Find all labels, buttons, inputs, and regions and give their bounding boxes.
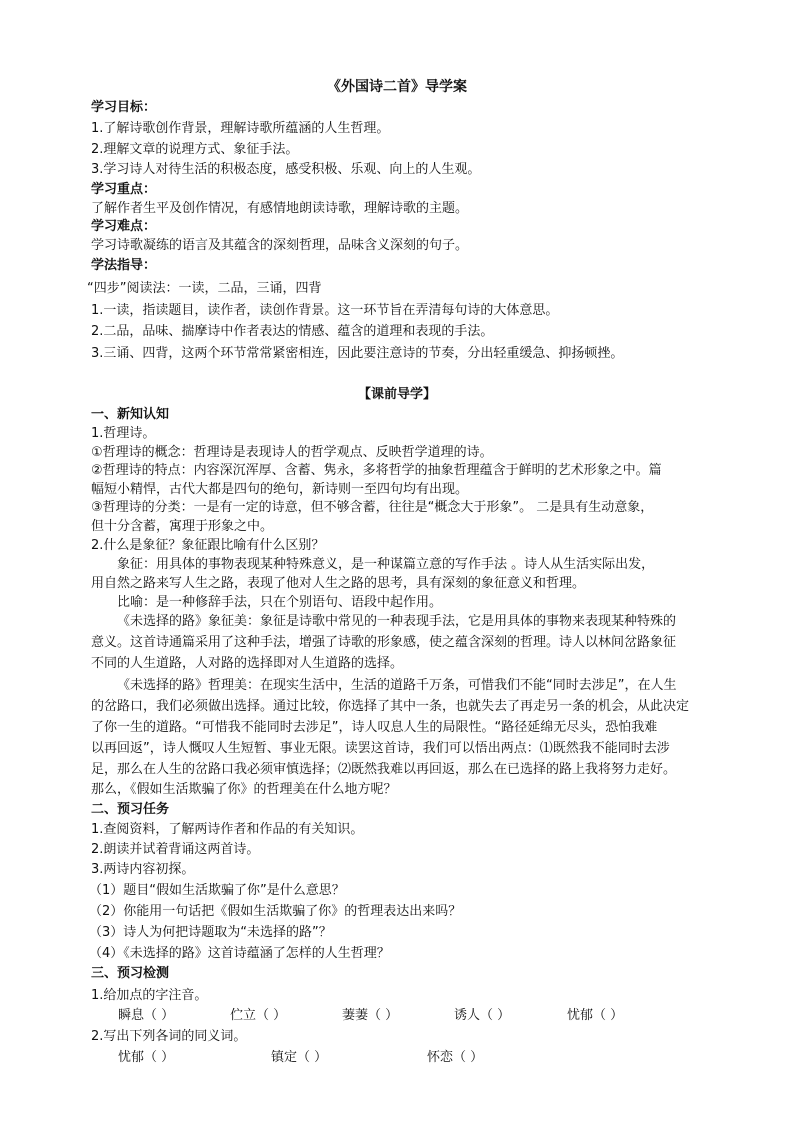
difficulties-text: 学习诗歌凝练的语言及其蕴含的深刻哲理，品味含义深刻的句子。 xyxy=(91,238,469,253)
pinyin-blank[interactable]: 萋萋（ ） xyxy=(342,1008,399,1023)
road-symbol-line: 意义。这首诗通篇采用了这种手法，增强了诗歌的形象感，使之蕴含深刻的哲理。诗人以林间岔路象征 xyxy=(91,635,677,650)
objectives-heading: 学习目标： xyxy=(91,100,157,115)
road-symbol-line: 不同的人生道路，人对路的选择即对人生道路的选择。 xyxy=(91,656,404,671)
task-item: 1.查阅资料，了解两诗作者和作品的有关知识。 xyxy=(91,822,364,837)
pinyin-blank[interactable]: 伫立（ ） xyxy=(230,1008,287,1023)
pinyin-blank[interactable]: 诱人（ ） xyxy=(454,1008,511,1023)
objective-item: 3.学习诗人对待生活的积极态度，感受积极、乐观、向上的人生观。 xyxy=(91,162,481,177)
subtask-item: （2）你能用一句话把《假如生活欺骗了你》的哲理表达出来吗？ xyxy=(89,904,462,919)
symbol-line: 象征：用具体的事物表现某种特殊意义，是一种谋篇立意的写作手法 。诗人从生活实际出发， xyxy=(117,557,655,572)
method-item: 2.二品，品味、揣摩诗中作者表达的情感、蕴含的道理和表现的手法。 xyxy=(91,324,494,339)
feature-line: ②哲理诗的特点：内容深沉浑厚、含蓄、隽永，多将哲学的抽象哲理蕴含于鲜明的艺术形象之中。篇 xyxy=(91,463,662,478)
part1-q1: 1.哲理诗。 xyxy=(91,426,156,441)
method-item: 3.三诵、四背，这两个环节常常紧密相连，因此要注意诗的节奏，分出轻重缓急、抑扬顿挫。 xyxy=(91,346,624,361)
synonym-blank[interactable]: 怀恋（ ） xyxy=(427,1050,484,1065)
metaphor-line: 比喻：是一种修辞手法，只在个别语句、语段中起作用。 xyxy=(117,595,443,610)
road-philosophy-line: 那么，《假如生活欺骗了你》的哲理美在什么地方呢？ xyxy=(91,782,397,797)
subtask-item: （4）《未选择的路》这首诗蕴涵了怎样的人生哲理？ xyxy=(89,946,390,961)
road-philosophy-line: 以再回返”，诗人慨叹人生短暂、事业无限。读罢这首诗，我们可以悟出两点：⑴既然我不能同时去涉 xyxy=(91,741,670,756)
symbol-line: 用自然之路来写人生之路，表现了他对人生之路的思考，具有深刻的象征意义和哲理。 xyxy=(91,576,586,591)
objective-item: 2.理解文章的说理方式、象征手法。 xyxy=(91,142,299,157)
subtask-item: （3）诗人为何把诗题取为“未选择的路”？ xyxy=(89,925,332,940)
objective-item: 1.了解诗歌创作背景，理解诗歌所蕴涵的人生哲理。 xyxy=(91,121,390,136)
road-philosophy-line: 足，那么在人生的岔路口我必须审慎选择；⑵既然我难以再回返，那么在已选择的路上我将努力走好。 xyxy=(91,762,677,777)
pinyin-blank[interactable]: 瞬息（ ） xyxy=(118,1008,175,1023)
method-item: 1.一读，指读题目，读作者，读创作背景。这一环节旨在弄清每句诗的大体意思。 xyxy=(91,303,559,318)
part1-heading: 一、新知认知 xyxy=(91,407,170,422)
road-philosophy-line: 的岔路口，我们必须做出选择。通过比较，你选择了其中一条，也就失去了再走另一条的机会，从此决定 xyxy=(91,699,690,714)
part3-heading: 三、预习检测 xyxy=(91,966,170,981)
section-title: 【课前导学】 xyxy=(357,387,436,402)
key-points-text: 了解作者生平及创作情况，有感情地朗读诗歌，理解诗歌的主题。 xyxy=(91,201,469,216)
method-intro: “四步”阅读法：一读，二品，三诵，四背 xyxy=(87,281,322,296)
task-item: 2.朗读并试着背诵这两首诗。 xyxy=(91,842,260,857)
road-philosophy-line: 了你一生的道路。“可惜我不能同时去涉足”，诗人叹息人生的局限性。“路径延绵无尽头，恐怕我难 xyxy=(91,720,658,735)
pinyin-blank[interactable]: 忧郁（ ） xyxy=(567,1008,624,1023)
key-points-heading: 学习重点： xyxy=(91,182,157,197)
page-title: 《外国诗二首》导学案 xyxy=(327,79,467,95)
concept-line: ①哲理诗的概念：哲理诗是表现诗人的哲学观点、反映哲学道理的诗。 xyxy=(91,445,493,460)
part1-q2: 2.什么是象征？象征跟比喻有什么区别？ xyxy=(91,538,325,553)
category-line: ③哲理诗的分类：一是有一定的诗意，但不够含蓄，往往是“概念大于形象”。 二是具有生动意象， xyxy=(91,500,654,515)
task-item: 3.两诗内容初探。 xyxy=(91,862,195,877)
feature-line: 幅短小精悍，古代大都是四句的绝句，新诗则一至四句均有出现。 xyxy=(91,482,469,497)
road-symbol-line: 《未选择的路》象征美：象征是诗歌中常见的一种表现手法，它是用具体的事物来表现某种特殊的 xyxy=(117,614,677,629)
part2-heading: 二、预习任务 xyxy=(91,802,170,817)
subtask-item: （1）题目“假如生活欺骗了你”是什么意思？ xyxy=(89,883,345,898)
method-heading: 学法指导： xyxy=(91,258,157,273)
part3-q2: 2.写出下列各词的同义词。 xyxy=(91,1029,247,1044)
difficulties-heading: 学习难点： xyxy=(91,219,157,234)
synonym-blank[interactable]: 镇定（ ） xyxy=(271,1050,328,1065)
category-line: 但十分含蓄，寓理于形象之中。 xyxy=(91,519,274,534)
road-philosophy-line: 《未选择的路》哲理美：在现实生活中，生活的道路千万条，可惜我们不能“同时去涉足”，在人生 xyxy=(117,678,677,693)
part3-q1: 1.给加点的字注音。 xyxy=(91,988,208,1003)
synonym-blank[interactable]: 忧郁（ ） xyxy=(118,1050,175,1065)
